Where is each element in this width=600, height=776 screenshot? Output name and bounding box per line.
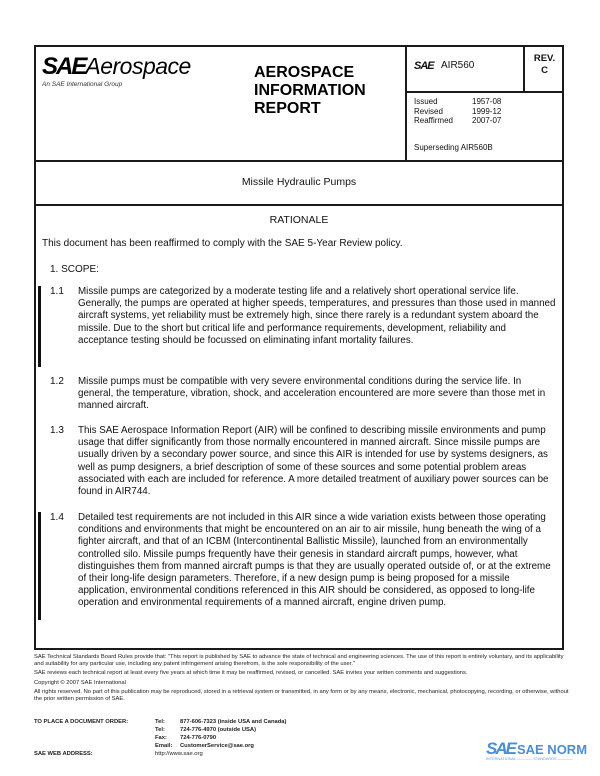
document-body xyxy=(36,206,562,609)
section-number: 1.4 xyxy=(50,512,64,523)
document-frame xyxy=(34,45,564,650)
document-dates xyxy=(414,97,501,126)
sae-mini-logo: SAE xyxy=(414,60,434,72)
web-label: SAE WEB ADDRESS: xyxy=(34,751,93,757)
section-text: Missile pumps must be compatible with very severe environmental conditions during the service life. In general, the temperature, vibration, shock, and acceleration encountered are more severe than those met in manned aircraft. xyxy=(78,376,546,412)
copyright-text: Copyright © 2007 SAE International xyxy=(34,679,126,686)
report-type-title xyxy=(254,64,366,118)
report-title-line: AEROSPACE xyxy=(254,64,355,81)
email-link[interactable]: CustomerService@sae.org xyxy=(180,743,254,749)
rationale-heading: RATIONALE xyxy=(269,214,329,226)
contact-value: 724-776-0790 xyxy=(180,735,217,741)
contact-label: Email: xyxy=(155,743,173,749)
contact-label: Fax: xyxy=(155,735,167,741)
section-number: 1.2 xyxy=(50,376,64,387)
rationale-text: This document has been reaffirmed to comply with the SAE 5-Year Review policy. xyxy=(42,238,403,249)
scope-heading: 1. SCOPE: xyxy=(50,264,99,275)
watermark-brand: SAE xyxy=(486,739,515,758)
change-bar xyxy=(38,512,41,620)
supersedes-note: Superseding AIR560B xyxy=(414,143,493,152)
order-label: TO PLACE A DOCUMENT ORDER: xyxy=(34,719,129,725)
sae-norm-watermark xyxy=(486,739,587,761)
logo-brand: SAE xyxy=(42,53,86,80)
date-row xyxy=(414,107,501,117)
report-title-line: INFORMATION xyxy=(254,82,366,99)
standards-rules-text: SAE Technical Standards Board Rules provide that: "This report is published by SAE to advance the state of technical and engineering sciences. The use of this report is entirely voluntary, and its applicability and suitability for any particular use, including any patent infringement arising therefrom, is the sole responsibility of the user." xyxy=(34,654,564,668)
section-number: 1.3 xyxy=(50,425,64,436)
date-label: Revised xyxy=(414,106,443,116)
revision-value: C xyxy=(541,65,548,76)
revision-label: REV. xyxy=(533,53,556,64)
revision-box xyxy=(523,47,564,93)
watermark-subtitle: INTERNATIONAL ———— STANDARDS ———— xyxy=(486,757,573,761)
section-text: Missile pumps are categorized by a moderate testing life and a relatively short operational service life. Generally, the pumps are operated at higher speeds, temperatures, and pressures than those used in manned aircraft systems, yet reliability must be extremely high, since there rarely is a redundant system aboard the missile. Due to the short but critical life and performance requirements, development, reliability and acceptance testing should be focussed on eliminating infant mortality failures. xyxy=(78,286,556,346)
legal-footer xyxy=(34,654,574,705)
date-value: 1999-12 xyxy=(472,106,502,116)
logo-subtitle: An SAE International Group xyxy=(42,81,123,88)
date-row xyxy=(414,116,501,126)
section-text: Detailed test requirements are not included in this AIR since a wide variation exists between those operating conditions and environments that might be encountered on an air to air missile, hung beneath the wing of a fighter aircraft, and that of an ICBM (Intercontinental Ballistic Missile), launched from an environmentally controlled silo. Missile pumps frequently have their genesis in standard aircraft pumps, however, what distinguishes them from manned aircraft pumps is that they are usually operated outside of, or at the extreme of their long-life design parameters. Therefore, if a new design pump is being proposed for a missile application, environmental conditions referenced in this AIR should be considered, as opposed to long-life operation and environmental requirements of a manned aircraft, engine driven pump. xyxy=(78,512,551,609)
sae-aerospace-logo xyxy=(42,53,191,88)
contact-value: 724-776-4970 (outside USA) xyxy=(180,727,257,733)
rights-text: All rights reserved. No part of this publication may be reproduced, stored in a retrieval system or transmitted, in any form or by any means, electronic, mechanical, photocopying, recording, or otherwise, without the prior written permission of SAE. xyxy=(34,688,569,703)
document-number-box xyxy=(407,47,523,93)
date-label: Issued xyxy=(414,97,438,106)
contact-value: 877-606-7323 (inside USA and Canada) xyxy=(180,719,287,725)
change-bar xyxy=(38,286,41,367)
date-label: Reaffirmed xyxy=(414,116,453,125)
logo-name: Aerospace xyxy=(85,53,191,79)
date-value: 1957-08 xyxy=(472,97,502,106)
review-policy-text: SAE reviews each technical report at least every five years at which time it may be reaffirmed, revised, or cancelled. SAE invites your written comments and suggestions. xyxy=(34,670,468,677)
report-title-line: REPORT xyxy=(254,100,321,117)
document-header xyxy=(36,47,562,162)
contact-label: Tel: xyxy=(155,719,165,725)
date-row xyxy=(414,97,501,107)
document-title: Missile Hydraulic Pumps xyxy=(36,160,562,206)
web-address-link[interactable]: http://www.sae.org xyxy=(155,751,203,757)
watermark-name: SAE NORM xyxy=(516,742,588,757)
contact-label: Tel: xyxy=(155,727,165,733)
date-value: 2007-07 xyxy=(472,116,502,125)
section-number: 1.1 xyxy=(50,286,64,297)
document-number: AIR560 xyxy=(441,60,475,71)
section-text: This SAE Aerospace Information Report (AIR) will be confined to describing missile environments and pump usage that differ significantly from those normally encountered in manned aircraft. Since missile pumps are usually driven by a secondary power source, and since this AIR is intended for use by systems designers, as well as pump designers, a brief description of some of these sources and some potential problem areas associated with each are included for reference. A more detailed treatment of auxiliary power sources can be found in AIR744. xyxy=(78,425,549,498)
